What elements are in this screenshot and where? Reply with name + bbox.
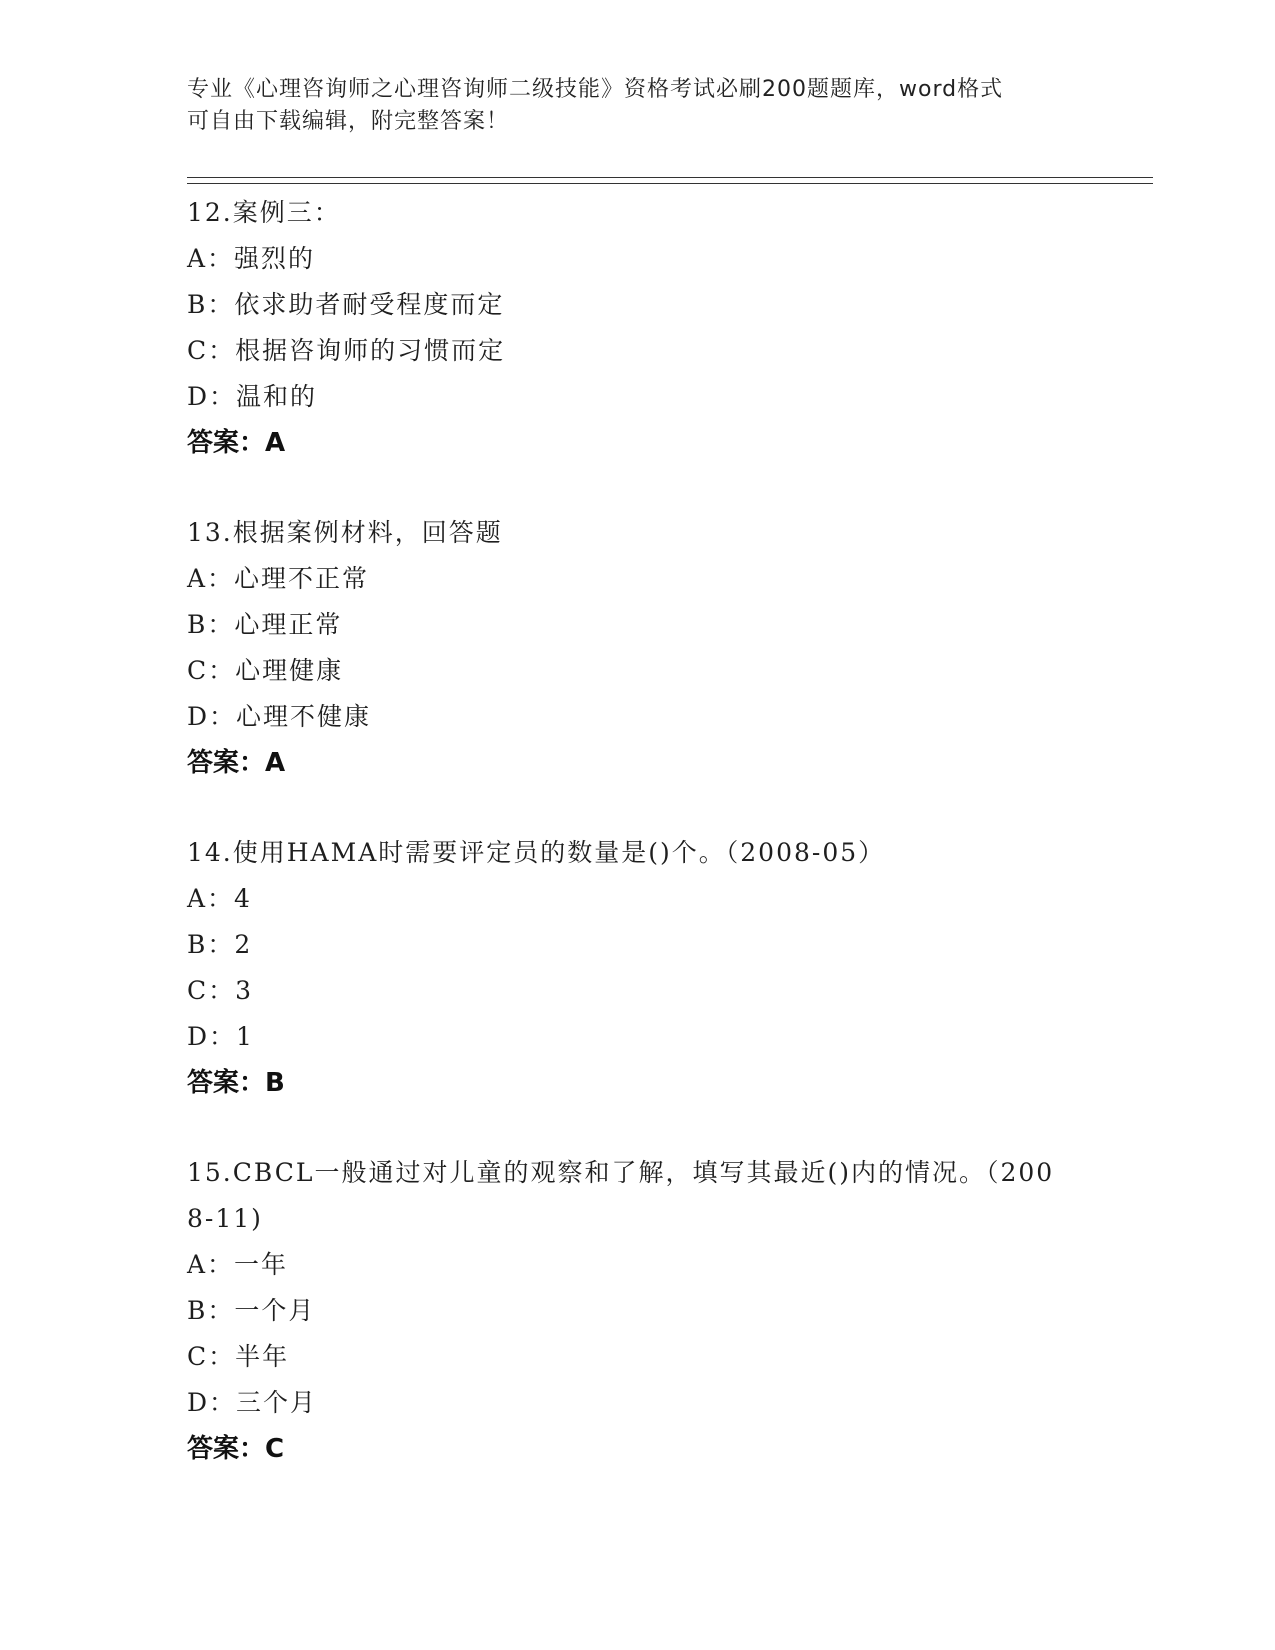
answer-label: 答案：C — [187, 1434, 285, 1464]
option-c: C：半年 — [187, 1342, 290, 1371]
option-a: A：4 — [187, 884, 252, 913]
option-b: B：一个月 — [187, 1296, 316, 1325]
question-13 — [187, 510, 1067, 786]
option-a: A：心理不正常 — [187, 564, 370, 593]
question-12 — [187, 190, 1067, 466]
question-stem: 14.使用HAMA时需要评定员的数量是()个。（2008-05） — [187, 838, 886, 867]
option-c: C：3 — [187, 976, 254, 1005]
option-b: B：心理正常 — [187, 610, 343, 639]
header-divider-top — [187, 177, 1153, 178]
header-line-2: 可自由下载编辑，附完整答案！ — [187, 109, 510, 134]
header-divider-bottom — [187, 183, 1153, 184]
answer-label: 答案：B — [187, 1068, 285, 1098]
question-14 — [187, 830, 1067, 1106]
option-d: D：心理不健康 — [187, 702, 372, 731]
option-b: B：2 — [187, 930, 253, 959]
option-d: D：三个月 — [187, 1388, 318, 1417]
question-stem: 15.CBCL一般通过对儿童的观察和了解，填写其最近()内的情况。（2008-11) — [187, 1158, 1055, 1233]
question-15 — [187, 1150, 1067, 1472]
question-stem: 13.根据案例材料，回答题 — [187, 518, 503, 547]
document-header — [187, 74, 1087, 138]
answer-label: 答案：A — [187, 748, 286, 778]
option-d: D：温和的 — [187, 382, 318, 411]
header-line-1: 专业《心理咨询师之心理咨询师二级技能》资格考试必刷200题题库，word格式 — [187, 77, 1004, 102]
option-a: A：一年 — [187, 1250, 289, 1279]
option-a: A：强烈的 — [187, 244, 316, 273]
option-c: C：根据咨询师的习惯而定 — [187, 336, 506, 365]
question-stem: 12.案例三： — [187, 198, 341, 227]
option-d: D：1 — [187, 1022, 254, 1051]
option-b: B：依求助者耐受程度而定 — [187, 290, 505, 319]
answer-label: 答案：A — [187, 428, 286, 458]
question-list — [187, 190, 1067, 1516]
option-c: C：心理健康 — [187, 656, 344, 685]
